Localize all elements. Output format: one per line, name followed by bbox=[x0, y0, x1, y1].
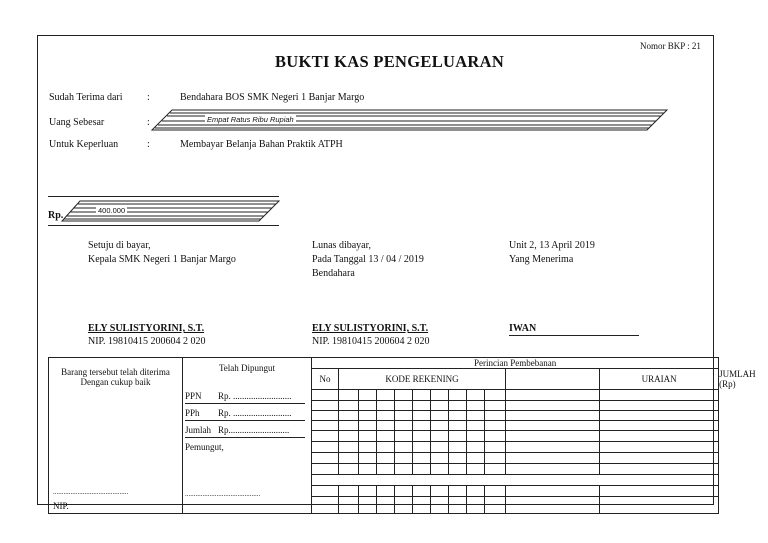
document-number: Nomor BKP : 21 bbox=[640, 41, 701, 51]
keperluan-label: Untuk Keperluan bbox=[49, 139, 119, 150]
uang-value: Empat Ratus Ribu Rupiah bbox=[207, 115, 294, 124]
sig-right-line1: Unit 2, 13 April 2019 bbox=[509, 240, 595, 251]
jumlah-label: Jumlah bbox=[185, 424, 211, 435]
sig-middle-line3: Bendahara bbox=[312, 268, 355, 279]
sig-left-name: ELY SULISTYORINI, S.T. bbox=[88, 323, 205, 334]
sig-middle-line1: Lunas dibayar, bbox=[312, 240, 372, 251]
sig-right-underline bbox=[509, 335, 639, 336]
amount-bottom-line bbox=[48, 225, 279, 226]
header-uraian: URAIAN bbox=[600, 369, 719, 390]
pemungut-dots: ........................................... bbox=[185, 490, 261, 498]
sig-left-line2: Kepala SMK Negeri 1 Banjar Margo bbox=[88, 254, 236, 265]
received-nip: NIP. bbox=[53, 501, 69, 511]
document-title: BUKTI KAS PENGELUARAN bbox=[275, 52, 505, 71]
received-line2: Dengan cukup baik bbox=[80, 377, 151, 387]
amount-hatch-box bbox=[60, 199, 282, 223]
telah-dipungut-header: Telah Dipungut bbox=[183, 358, 312, 390]
pungutan-cell bbox=[183, 390, 312, 514]
amount-value: 400.000 bbox=[98, 206, 126, 215]
terima-colon: : bbox=[147, 92, 150, 103]
terima-label: Sudah Terima dari bbox=[49, 92, 123, 103]
sig-middle-nip: NIP. 19810415 200604 2 020 bbox=[312, 336, 430, 347]
header-no: No bbox=[312, 369, 339, 390]
header-empty bbox=[506, 369, 600, 390]
received-line1: Barang tersebut telah diterima bbox=[61, 367, 170, 377]
allocation-table: Barang tersebut telah diterima Dengan cukup baik ........................................... NIP. Telah Dipungut Perincian Pembebanan No KODE REKENING URAIAN JUMLAH (Rp) PPN Rp. .......................... PPh Rp. .......................... Jumlah Rp........................... Pemungut, ........................................... bbox=[48, 357, 719, 514]
uang-label: Uang Sebesar bbox=[49, 117, 105, 128]
sig-left-line1: Setuju di bayar, bbox=[88, 240, 151, 251]
sig-middle-line2: Pada Tanggal 13 / 04 / 2019 bbox=[312, 254, 424, 265]
sig-right-name: IWAN bbox=[509, 323, 537, 334]
keperluan-colon: : bbox=[147, 139, 150, 150]
pph-label: PPh bbox=[185, 407, 200, 418]
perincian-header: Perincian Pembebanan bbox=[312, 358, 719, 369]
header-kode-rekening: KODE REKENING bbox=[339, 369, 506, 390]
sig-right-line2: Yang Menerima bbox=[509, 254, 574, 265]
sig-middle-name: ELY SULISTYORINI, S.T. bbox=[312, 323, 429, 334]
amount-top-line bbox=[48, 196, 279, 197]
received-cell bbox=[49, 358, 183, 514]
pemungut-label: Pemungut, bbox=[185, 441, 224, 452]
jumlah-value: Rp........................... bbox=[218, 424, 290, 435]
ppn-value: Rp. .......................... bbox=[218, 390, 292, 401]
uang-colon: : bbox=[147, 117, 150, 128]
pph-value: Rp. .......................... bbox=[218, 407, 292, 418]
amount-rp-label: Rp. bbox=[48, 210, 64, 221]
ppn-label: PPN bbox=[185, 390, 202, 401]
received-dots: ........................................... bbox=[53, 488, 129, 496]
sig-left-nip: NIP. 19810415 200604 2 020 bbox=[88, 336, 206, 347]
keperluan-value: Membayar Belanja Bahan Praktik ATPH bbox=[180, 139, 343, 150]
terima-value: Bendahara BOS SMK Negeri 1 Banjar Margo bbox=[180, 92, 365, 103]
